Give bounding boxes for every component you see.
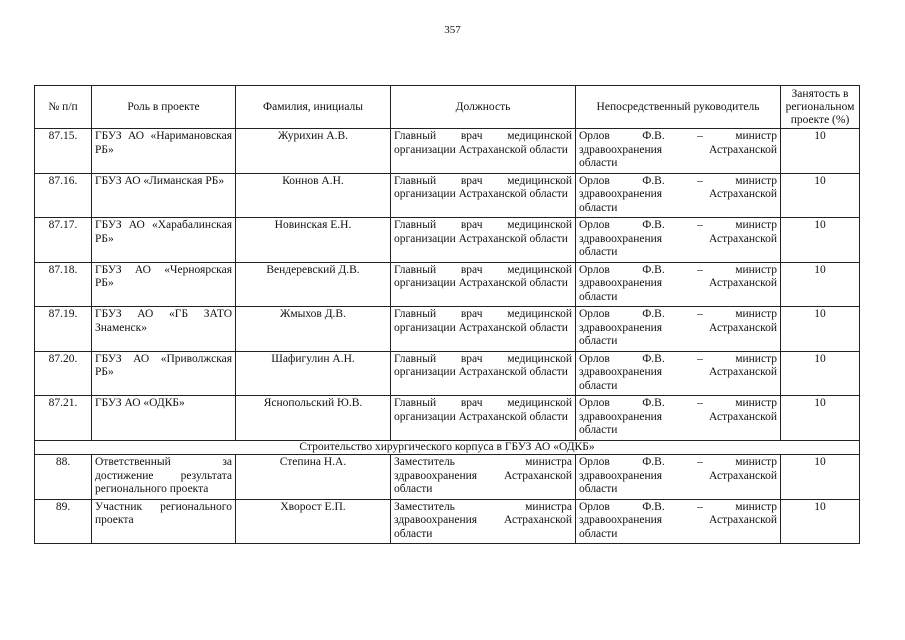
supervisor-word: Орлов	[579, 263, 610, 276]
table-header-row	[35, 86, 860, 129]
table-row	[35, 396, 860, 441]
cell-position: Заместитель министра здравоохранения Астраханской области	[391, 455, 576, 500]
cell-role: ГБУЗ АО «Харабалинская РБ»	[92, 218, 236, 263]
supervisor-line	[579, 264, 777, 278]
header-name: Фамилия, инициалы	[236, 86, 391, 129]
supervisor-line	[579, 353, 777, 367]
cell-num: 87.20.	[35, 351, 92, 396]
supervisor-word: Астраханской	[708, 410, 777, 423]
table-row	[35, 307, 860, 352]
cell-supervisor	[576, 262, 781, 307]
supervisor-word: Орлов	[579, 500, 610, 513]
cell-role: ГБУЗ АО «Приволжская РБ»	[92, 351, 236, 396]
cell-num: 87.17.	[35, 218, 92, 263]
cell-position: Главный врач медицинской организации Астраханской области	[391, 218, 576, 263]
cell-supervisor	[576, 499, 781, 544]
cell-role: ГБУЗ АО «ГБ ЗАТО Знаменск»	[92, 307, 236, 352]
supervisor-line: области	[579, 246, 618, 258]
supervisor-word: –	[697, 397, 703, 409]
cell-role: ГБУЗ АО «Лиманская РБ»	[92, 173, 236, 218]
header-num: № п/п	[35, 86, 92, 129]
cell-employment: 10	[781, 455, 860, 500]
header-employment: Занятость в региональном проекте (%)	[781, 86, 860, 129]
supervisor-word: министр	[735, 308, 777, 320]
table-row	[35, 351, 860, 396]
cell-employment: 10	[781, 396, 860, 441]
cell-position: Главный врач медицинской организации Астраханской области	[391, 262, 576, 307]
supervisor-word: министр	[735, 130, 777, 142]
cell-num: 87.21.	[35, 396, 92, 441]
table-row	[35, 262, 860, 307]
supervisor-text	[579, 456, 777, 497]
cell-num: 89.	[35, 499, 92, 544]
cell-role: Участник регионального проекта	[92, 499, 236, 544]
supervisor-line	[579, 308, 777, 322]
table-row	[35, 499, 860, 544]
supervisor-word: здравоохранения	[579, 514, 663, 526]
supervisor-word: Астраханской	[708, 321, 777, 334]
supervisor-line	[579, 144, 777, 158]
cell-position: Главный врач медицинской организации Астраханской области	[391, 129, 576, 174]
supervisor-word: Орлов	[579, 174, 610, 187]
cell-supervisor	[576, 455, 781, 500]
cell-employment: 10	[781, 262, 860, 307]
supervisor-line	[579, 470, 777, 484]
supervisor-word: министр	[735, 352, 777, 365]
cell-employment: 10	[781, 499, 860, 544]
cell-num: 87.15.	[35, 129, 92, 174]
supervisor-line	[579, 501, 777, 515]
supervisor-word: Ф.В.	[642, 130, 665, 142]
supervisor-word: Ф.В.	[642, 308, 665, 320]
cell-position: Главный врач медицинской организации Астраханской области	[391, 396, 576, 441]
cell-employment: 10	[781, 218, 860, 263]
cell-name: Жмыхов Д.В.	[236, 307, 391, 352]
supervisor-word: здравоохранения	[579, 321, 663, 334]
supervisor-word: министр	[735, 219, 777, 231]
supervisor-word: –	[697, 308, 703, 320]
supervisor-line: области	[579, 527, 618, 540]
supervisor-line	[579, 411, 777, 425]
supervisor-line	[579, 233, 777, 247]
supervisor-word: –	[697, 456, 703, 468]
supervisor-line: области	[579, 335, 618, 347]
supervisor-word: –	[697, 219, 703, 231]
cell-position: Главный врач медицинской организации Астраханской области	[391, 351, 576, 396]
supervisor-word: Ф.В.	[642, 263, 665, 276]
supervisor-word: Ф.В.	[642, 352, 665, 365]
supervisor-word: Астраханской	[708, 143, 777, 156]
cell-employment: 10	[781, 129, 860, 174]
cell-role: ГБУЗ АО «Наримановская РБ»	[92, 129, 236, 174]
supervisor-word: Орлов	[579, 397, 610, 409]
supervisor-word: министр	[735, 500, 777, 513]
cell-role: ГБУЗ АО «ОДКБ»	[92, 396, 236, 441]
supervisor-line	[579, 188, 777, 202]
supervisor-line	[579, 277, 777, 291]
supervisor-line: области	[579, 157, 618, 169]
page-number: 357	[444, 24, 461, 36]
supervisor-text	[579, 175, 777, 216]
supervisor-word: министр	[735, 174, 777, 187]
supervisor-word: Астраханской	[708, 366, 777, 378]
cell-employment: 10	[781, 173, 860, 218]
cell-num: 87.18.	[35, 262, 92, 307]
supervisor-word: Ф.В.	[642, 397, 665, 409]
supervisor-line: области	[579, 379, 618, 392]
project-staff-table	[34, 85, 860, 544]
supervisor-line	[579, 130, 777, 144]
supervisor-text	[579, 397, 777, 438]
supervisor-word: Астраханской	[708, 514, 777, 526]
supervisor-word: здравоохранения	[579, 232, 663, 245]
supervisor-word: –	[697, 174, 703, 187]
supervisor-word: Орлов	[579, 308, 610, 320]
supervisor-word: здравоохранения	[579, 277, 663, 289]
supervisor-word: министр	[735, 263, 777, 276]
cell-name: Хворост Е.П.	[236, 499, 391, 544]
table-row	[35, 129, 860, 174]
cell-position: Заместитель министра здравоохранения Астраханской области	[391, 499, 576, 544]
cell-name: Журихин А.В.	[236, 129, 391, 174]
supervisor-word: –	[697, 500, 703, 513]
supervisor-word: здравоохранения	[579, 469, 663, 482]
cell-supervisor	[576, 218, 781, 263]
cell-employment: 10	[781, 351, 860, 396]
supervisor-word: –	[697, 263, 703, 276]
supervisor-text	[579, 501, 777, 542]
supervisor-line: области	[579, 483, 618, 495]
cell-name: Коннов А.Н.	[236, 173, 391, 218]
supervisor-text	[579, 264, 777, 305]
supervisor-word: Астраханской	[708, 469, 777, 482]
table-row	[35, 218, 860, 263]
supervisor-word: Орлов	[579, 352, 610, 365]
supervisor-word: Астраханской	[708, 232, 777, 245]
cell-supervisor	[576, 351, 781, 396]
supervisor-text	[579, 308, 777, 349]
cell-num: 87.19.	[35, 307, 92, 352]
supervisor-text	[579, 353, 777, 394]
supervisor-line: области	[579, 290, 618, 303]
supervisor-word: Ф.В.	[642, 456, 665, 468]
supervisor-line	[579, 456, 777, 470]
supervisor-line	[579, 322, 777, 336]
cell-position: Главный врач медицинской организации Астраханской области	[391, 173, 576, 218]
supervisor-word: здравоохранения	[579, 143, 663, 156]
supervisor-line	[579, 175, 777, 189]
cell-name: Вендеревский Д.В.	[236, 262, 391, 307]
supervisor-word: Орлов	[579, 219, 610, 231]
supervisor-word: здравоохранения	[579, 188, 663, 200]
supervisor-line	[579, 514, 777, 528]
supervisor-word: –	[697, 130, 703, 142]
supervisor-line: области	[579, 424, 618, 436]
supervisor-word: Ф.В.	[642, 500, 665, 513]
supervisor-word: здравоохранения	[579, 366, 663, 378]
supervisor-word: Астраханской	[708, 188, 777, 200]
supervisor-word: Орлов	[579, 456, 610, 468]
header-supervisor: Непосредственный руководитель	[576, 86, 781, 129]
supervisor-text	[579, 130, 777, 171]
cell-num: 88.	[35, 455, 92, 500]
supervisor-line	[579, 219, 777, 233]
supervisor-word: министр	[735, 397, 777, 409]
supervisor-word: –	[697, 352, 703, 365]
supervisor-line	[579, 366, 777, 380]
supervisor-word: Астраханской	[708, 277, 777, 289]
supervisor-word: Ф.В.	[642, 219, 665, 231]
header-role: Роль в проекте	[92, 86, 236, 129]
supervisor-line	[579, 397, 777, 411]
section-row	[35, 440, 860, 455]
section-title: Строительство хирургического корпуса в ГБУЗ АО «ОДКБ»	[35, 440, 860, 455]
cell-supervisor	[576, 307, 781, 352]
supervisor-word: министр	[735, 456, 777, 468]
cell-name: Шафигулин А.Н.	[236, 351, 391, 396]
supervisor-word: Ф.В.	[642, 174, 665, 187]
cell-role: Ответственный за достижение результата регионального проекта	[92, 455, 236, 500]
supervisor-word: здравоохранения	[579, 410, 663, 423]
cell-name: Новинская Е.Н.	[236, 218, 391, 263]
cell-supervisor	[576, 396, 781, 441]
cell-name: Степина Н.А.	[236, 455, 391, 500]
table-row	[35, 173, 860, 218]
supervisor-line: области	[579, 201, 618, 214]
cell-employment: 10	[781, 307, 860, 352]
supervisor-text	[579, 219, 777, 260]
header-position: Должность	[391, 86, 576, 129]
cell-supervisor	[576, 129, 781, 174]
cell-num: 87.16.	[35, 173, 92, 218]
cell-supervisor	[576, 173, 781, 218]
table-row	[35, 455, 860, 500]
cell-position: Главный врач медицинской организации Астраханской области	[391, 307, 576, 352]
supervisor-word: Орлов	[579, 130, 610, 142]
cell-name: Яснопольский Ю.В.	[236, 396, 391, 441]
cell-role: ГБУЗ АО «Черноярская РБ»	[92, 262, 236, 307]
